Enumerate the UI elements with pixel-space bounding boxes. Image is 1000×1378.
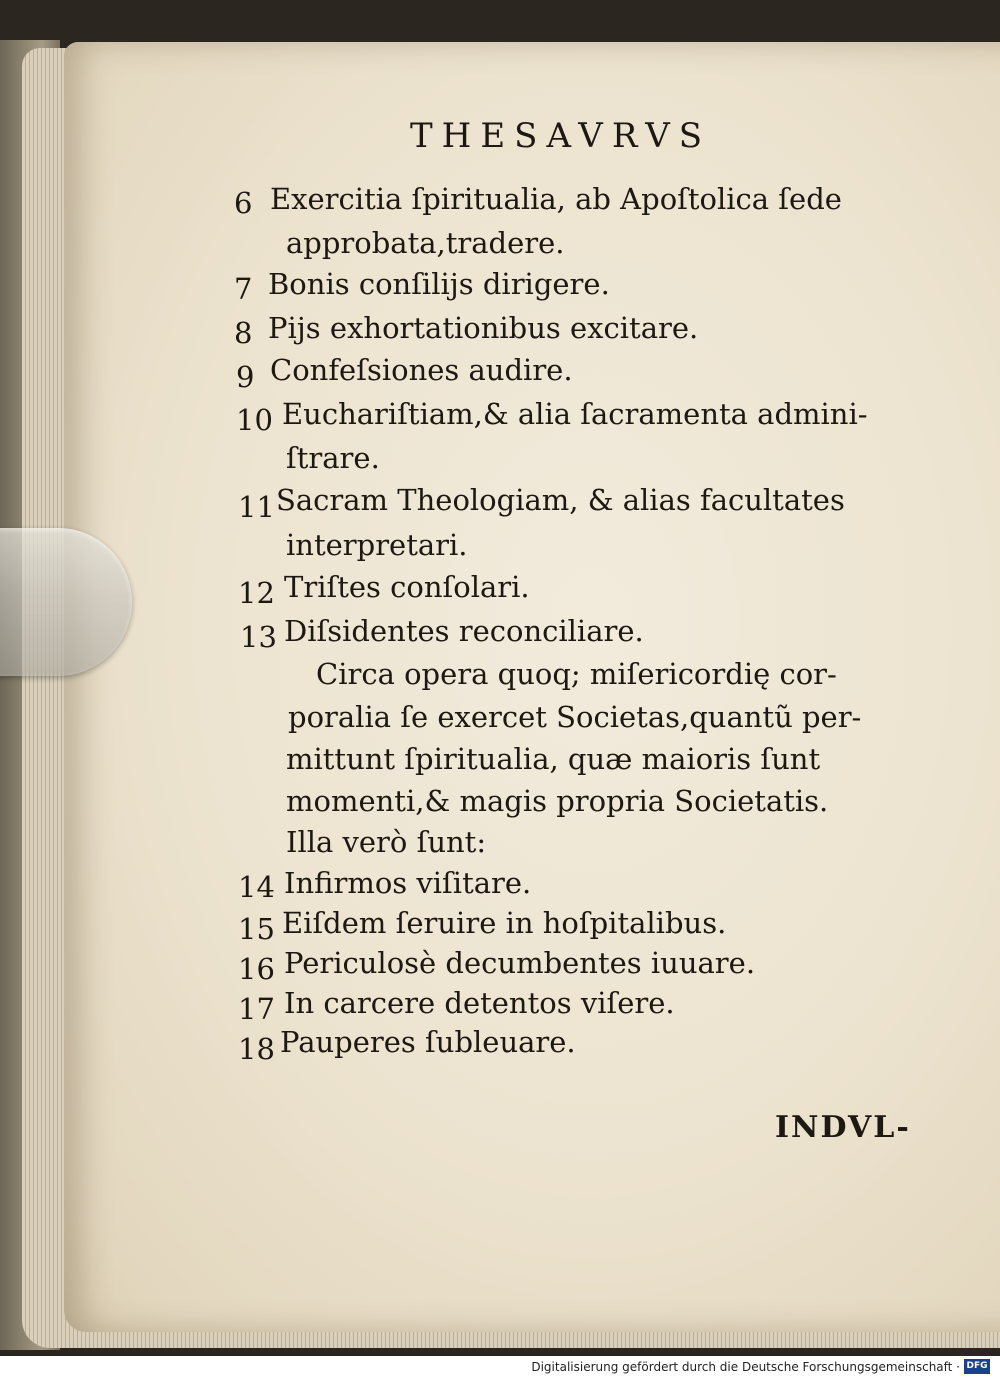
- entry-line: Pijs exhortationibus excitare.: [268, 311, 699, 345]
- entry-line: Exercitia ſpiritualia, ab Apoſtolica ſede: [270, 182, 842, 216]
- paragraph-line: Circa opera quoq; miſericordię cor-: [316, 657, 837, 691]
- paragraph-line: Illa verò ſunt:: [286, 825, 487, 859]
- entry-line: Infirmos viſitare.: [284, 866, 532, 900]
- entry-number: 13: [240, 620, 277, 654]
- entry-line: Triſtes conſolari.: [284, 570, 530, 604]
- entry-number: 9: [236, 360, 255, 394]
- catchword: INDVL-: [775, 1110, 911, 1145]
- entry-line: approbata,tradere.: [286, 226, 565, 260]
- entry-line: Diſsidentes reconciliare.: [284, 614, 644, 648]
- entry-number: 17: [238, 992, 275, 1026]
- entry-line: Eiſdem ſeruire in hoſpitalibus.: [282, 906, 727, 940]
- entry-number: 12: [238, 576, 275, 610]
- paragraph-line: mittunt ſpiritualia, quæ maioris ſunt: [286, 742, 821, 776]
- entry-line: Periculosè decumbentes iuuare.: [284, 946, 756, 980]
- entry-line: ſtrare.: [286, 441, 380, 475]
- dfg-logo: DFG: [964, 1359, 990, 1374]
- entry-number: 14: [238, 870, 275, 904]
- entry-number: 8: [234, 316, 253, 350]
- entry-line: In carcere detentos viſere.: [284, 986, 675, 1020]
- entry-number: 15: [238, 912, 275, 946]
- entry-line: Bonis conſilijs dirigere.: [268, 267, 610, 301]
- running-head: THESAVRVS: [410, 116, 712, 156]
- entry-line: Sacram Theologiam, & alias facultates: [276, 483, 845, 517]
- paragraph-line: momenti,& magis propria Societatis.: [286, 784, 829, 818]
- entry-number: 10: [236, 403, 273, 437]
- entry-number: 11: [238, 490, 275, 524]
- paragraph-line: poralia ſe exercet Societas,quantũ per-: [288, 700, 862, 734]
- entry-number: 18: [238, 1032, 275, 1066]
- entry-line: Confeſsiones audire.: [270, 353, 573, 387]
- entry-line: Pauperes ſubleuare.: [280, 1025, 576, 1059]
- digitization-credit: Digitalisierung gefördert durch die Deutsche Forschungsgemeinschaft ·: [531, 1360, 960, 1374]
- entry-line: Euchariſtiam,& alia ſacramenta admini-: [282, 397, 868, 431]
- entry-number: 6: [234, 186, 253, 220]
- entry-line: interpretari.: [286, 528, 468, 562]
- entry-number: 16: [238, 952, 275, 986]
- entry-number: 7: [234, 272, 253, 306]
